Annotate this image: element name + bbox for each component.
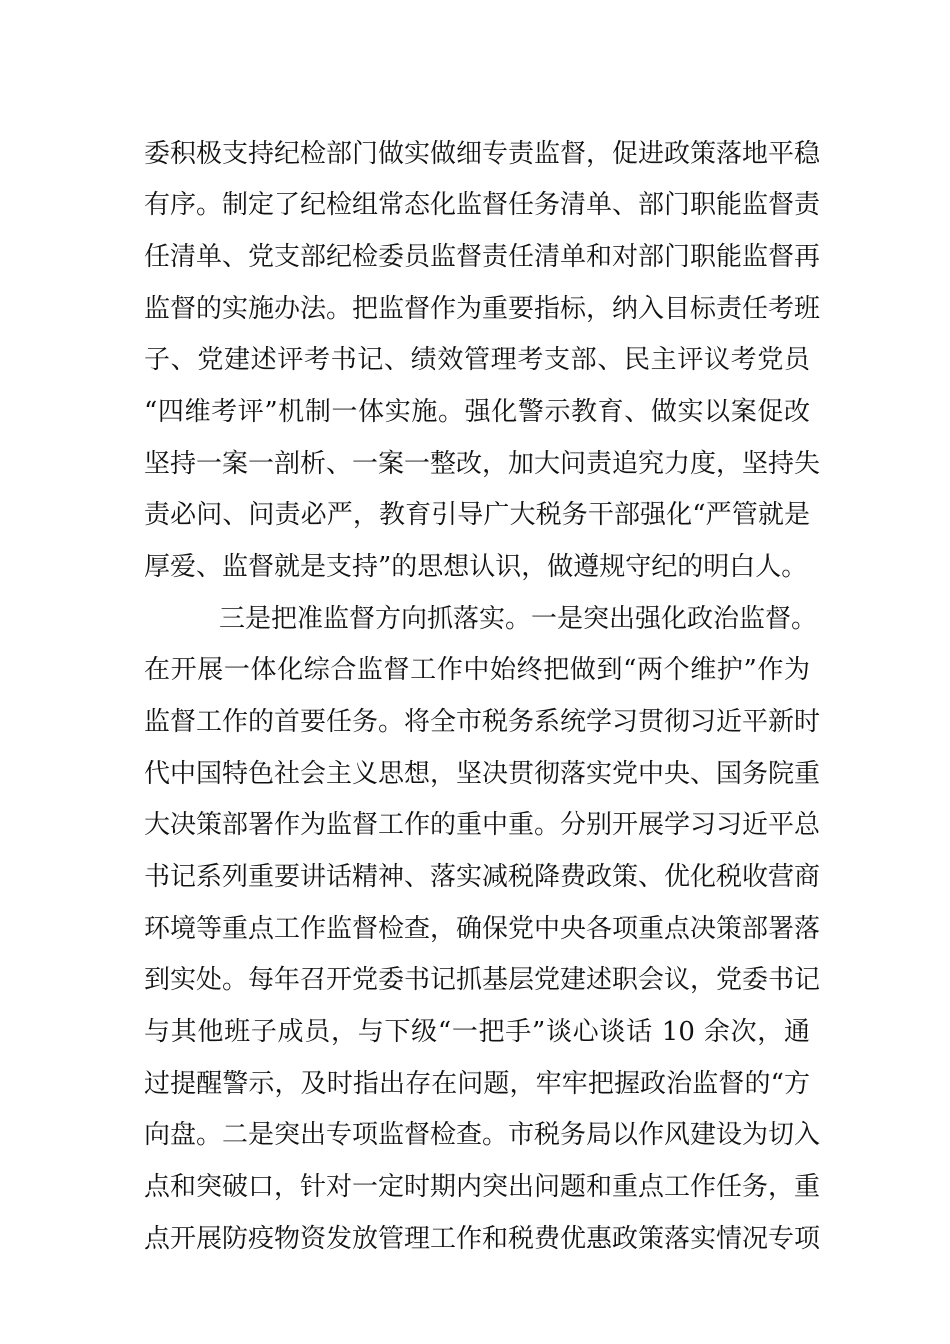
text-line: 代中国特色社会主义思想，坚决贯彻落实党中央、国务院重 — [144, 759, 821, 789]
text-line: 环境等重点工作监督检查，确保党中央各项重点决策部署落 — [144, 914, 821, 944]
text-line: 子、党建述评考书记、绩效管理考支部、民主评议考党员 — [144, 345, 810, 375]
text-line: 坚持一案一剖析、一案一整改，加大问责追究力度，坚持失 — [144, 449, 821, 479]
text-line: 与其他班子成员，与下级“一把手”谈心谈话 10 余次，通 — [144, 1017, 810, 1047]
text-line: 书记系列重要讲话精神、落实减税降费政策、优化税收营商 — [144, 862, 821, 892]
text-line: 委积极支持纪检部门做实做细专责监督，促进政策落地平稳 — [144, 139, 821, 169]
text-line: “四维考评”机制一体实施。强化警示教育、做实以案促改 — [144, 397, 810, 427]
text-line: 任清单、党支部纪检委员监督责任清单和对部门职能监督再 — [144, 242, 821, 272]
text-line: 过提醒警示，及时指出存在问题，牢牢把握政治监督的“方 — [144, 1069, 810, 1099]
text-line: 点和突破口，针对一定时期内突出问题和重点工作任务，重 — [144, 1172, 821, 1202]
text-line: 监督工作的首要任务。将全市税务系统学习贯彻习近平新时 — [144, 707, 821, 737]
text-line: 在开展一体化综合监督工作中始终把做到“两个维护”作为 — [144, 655, 810, 685]
text-line: 点开展防疫物资发放管理工作和税费优惠政策落实情况专项 — [144, 1224, 821, 1254]
text-line: 大决策部署作为监督工作的重中重。分别开展学习习近平总 — [144, 810, 821, 840]
text-line: 厚爱、监督就是支持”的思想认识，做遵规守纪的明白人。 — [144, 552, 808, 582]
text-line: 监督的实施办法。把监督作为重要指标，纳入目标责任考班 — [144, 294, 821, 324]
text-line: 责必问、问责必严，教育引导广大税务干部强化“严管就是 — [144, 500, 810, 530]
text-line: 向盘。二是突出专项监督检查。市税务局以作风建设为切入 — [144, 1120, 821, 1150]
paragraph-first-line: 三是把准监督方向抓落实。一是突出强化政治监督。 — [219, 604, 818, 634]
text-line: 有序。制定了纪检组常态化监督任务清单、部门职能监督责 — [144, 190, 821, 220]
text-line: 到实处。每年召开党委书记抓基层党建述职会议，党委书记 — [144, 965, 821, 995]
